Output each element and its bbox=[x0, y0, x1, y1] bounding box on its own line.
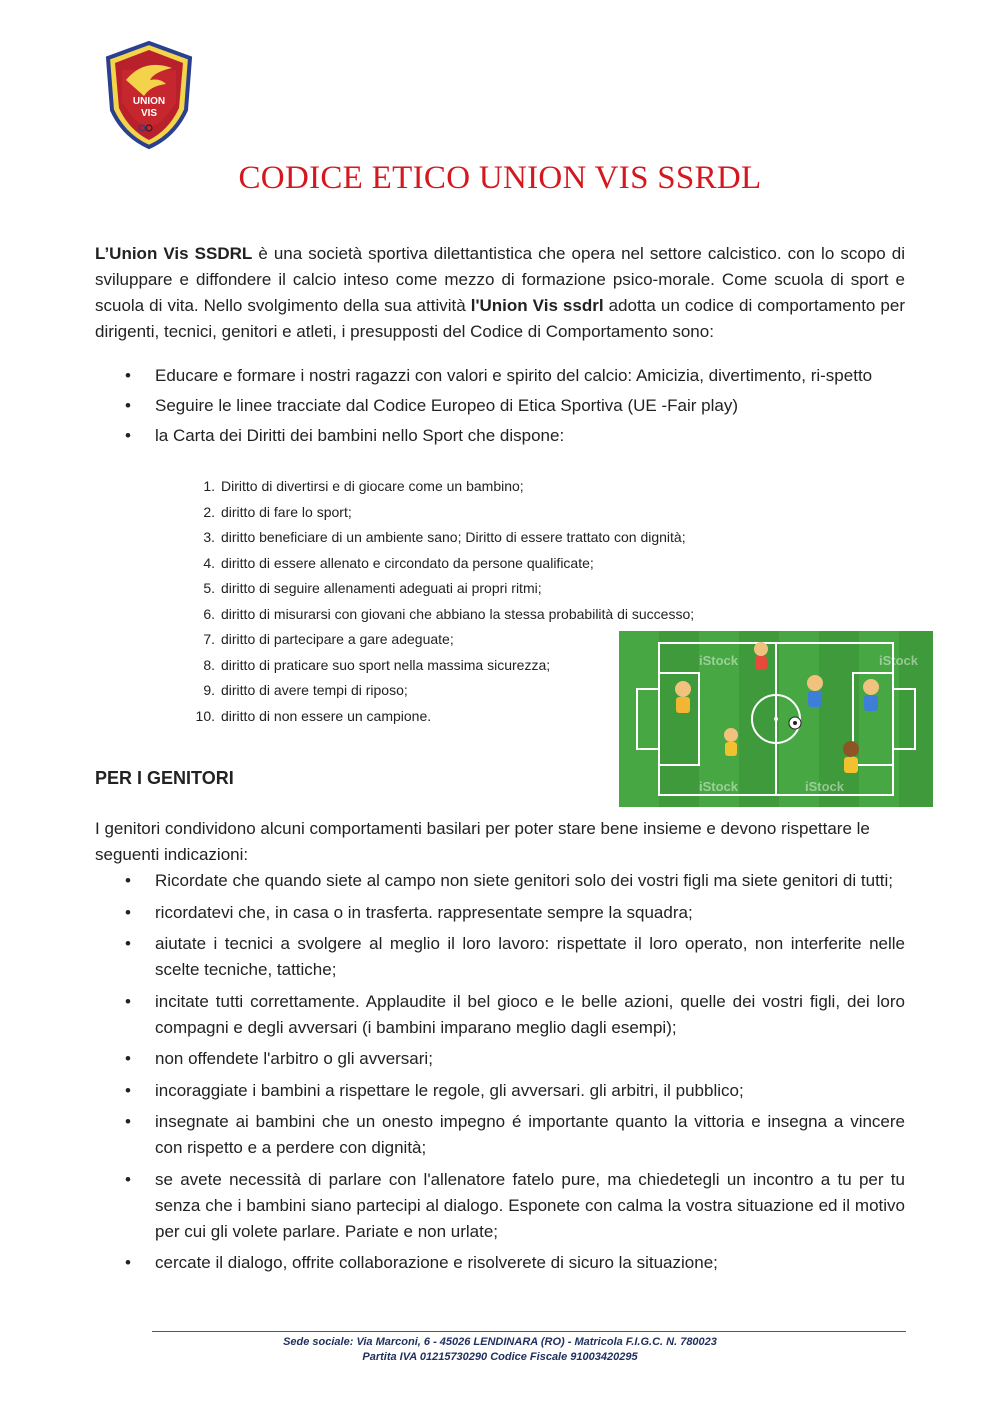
list-item bbox=[180, 602, 695, 628]
list-text: Diritto di divertirsi e di giocare come un bambino; bbox=[221, 478, 524, 494]
footer-divider bbox=[152, 1331, 906, 1332]
section-heading: PER I GENITORI bbox=[95, 768, 234, 788]
list-item: • aiutate i tecnici a svolgere al meglio il loro lavoro: rispettate il loro operato, non interferite nelle scelte tecniche, tattiche; bbox=[95, 931, 905, 983]
document-title: CODICE ETICO UNION VIS SSRDL bbox=[238, 160, 762, 196]
page-footer bbox=[0, 1335, 1000, 1365]
list-text: diritto di essere allenato e circondato da persone qualificate; bbox=[221, 554, 594, 571]
football-field-image bbox=[619, 631, 933, 807]
club-name-bold-2: l'Union Vis ssdrl bbox=[470, 296, 604, 315]
ball-icon bbox=[789, 717, 801, 729]
list-number: 4. bbox=[203, 554, 215, 571]
list-text: diritto di partecipare a gare adeguate; bbox=[221, 631, 454, 647]
list-number: 2. bbox=[203, 503, 215, 520]
list-item: • non offendete l'arbitro o gli avversari; bbox=[95, 1046, 905, 1072]
list-item: • ricordatevi che, in casa o in trasferta. rappresentate sempre la squadra; bbox=[95, 900, 905, 926]
list-text: diritto di misurarsi con giovani che abbiano la stessa probabilità di successo; bbox=[221, 605, 695, 622]
watermark-text: iStock bbox=[699, 653, 739, 668]
list-item: • la Carta dei Diritti dei bambini nello Sport che dispone: bbox=[95, 423, 905, 449]
list-item bbox=[180, 474, 610, 500]
list-text: diritto di fare lo sport; bbox=[221, 503, 352, 520]
list-item: • se avete necessità di parlare con l'allenatore fatelo pure, ma chiedetegli un incontro a tu per tu senza che i bambini siano partecipi al dialogo. Esponete con calma la vostra situazione ed il motivo per cui gli volete parlare. Pariate e non urlate; bbox=[95, 1167, 905, 1245]
list-item bbox=[180, 500, 610, 526]
rights-list bbox=[180, 474, 695, 729]
list-number: 8. bbox=[203, 656, 215, 673]
list-item bbox=[180, 653, 610, 679]
intro-paragraph bbox=[95, 241, 905, 345]
list-item: • insegnate ai bambini che un onesto impegno é importante quanto la vittoria e insegna a vincere con rispetto e a perdere con dignità; bbox=[95, 1109, 905, 1161]
parents-rules-list bbox=[95, 868, 905, 1282]
list-item bbox=[180, 525, 686, 551]
list-item bbox=[180, 627, 610, 653]
intro-text-2: adotta un codice di comportamento per dirigenti, tecnici, genitori e atleti, i presupposti del Codice di Comportamento sono: bbox=[95, 296, 905, 341]
club-logo bbox=[104, 40, 194, 150]
list-item: • Ricordate che quando siete al campo non siete genitori solo dei vostri figli ma siete genitori di tutti; bbox=[95, 868, 905, 894]
list-number: 6. bbox=[203, 605, 215, 622]
list-text: diritto beneficiare di un ambiente sano; Diritto di essere trattato con dignità; bbox=[221, 529, 686, 545]
list-number: 7. bbox=[203, 631, 215, 647]
watermark-text: iStock bbox=[879, 653, 919, 668]
list-number: 9. bbox=[203, 682, 215, 698]
list-text: diritto di non essere un campione. bbox=[221, 707, 432, 724]
logo-text-1: UNION bbox=[132, 96, 166, 107]
list-number: 1. bbox=[203, 478, 215, 494]
list-number: 10. bbox=[195, 707, 215, 724]
logo-text-2: VIS bbox=[140, 108, 158, 119]
footer-tax-info: Partita IVA 01215730290 Codice Fiscale 91003420295 bbox=[362, 1351, 638, 1363]
watermark-text: iStock bbox=[805, 779, 845, 794]
parents-intro-paragraph: I genitori condividono alcuni comportamenti basilari per poter stare bene insieme e devono rispettare le seguenti indicazioni: bbox=[95, 819, 870, 864]
list-item bbox=[180, 704, 610, 730]
club-name-bold: L’Union Vis SSDRL bbox=[95, 244, 253, 263]
footer-address: Sede sociale: Via Marconi, 6 - 45026 LENDINARA (RO) - Matricola F.I.G.C. N. 780023 bbox=[283, 1336, 717, 1348]
list-item bbox=[180, 576, 610, 602]
list-item bbox=[180, 551, 610, 577]
principles-list bbox=[95, 363, 905, 453]
list-text: diritto di avere tempi di riposo; bbox=[221, 682, 408, 698]
list-number: 3. bbox=[203, 529, 215, 545]
watermark-text: iStock bbox=[699, 779, 739, 794]
list-item: • Educare e formare i nostri ragazzi con valori e spirito del calcio: Amicizia, divertimento, ri-spetto bbox=[95, 363, 905, 389]
intro-text-1: è una società sportiva dilettantistica che opera nel settore calcistico. con lo scopo di sviluppare e diffondere il calcio inteso come mezzo di formazione psico-morale. Come scuola di sport e scuola di vita. Nello svolgimento della sua attività bbox=[95, 244, 905, 315]
list-text: diritto di seguire allenamenti adeguati ai propri ritmi; bbox=[221, 580, 542, 596]
list-item: • cercate il dialogo, offrite collaborazione e risolverete di sicuro la situazione; bbox=[95, 1250, 905, 1276]
list-item: • Seguire le linee tracciate dal Codice Europeo di Etica Sportiva (UE -Fair play) bbox=[95, 393, 905, 419]
list-number: 5. bbox=[203, 580, 215, 596]
list-text: diritto di praticare suo sport nella massima sicurezza; bbox=[221, 656, 551, 673]
list-item: • incoraggiate i bambini a rispettare le regole, gli avversari. gli arbitri, il pubblico; bbox=[95, 1078, 905, 1104]
list-item: • incitate tutti correttamente. Applaudite il bel gioco e le belle azioni, quelle dei vostri figli, dei loro compagni e degli avversari (i bambini imparano meglio dagli esempi); bbox=[95, 989, 905, 1041]
list-item bbox=[180, 678, 610, 704]
